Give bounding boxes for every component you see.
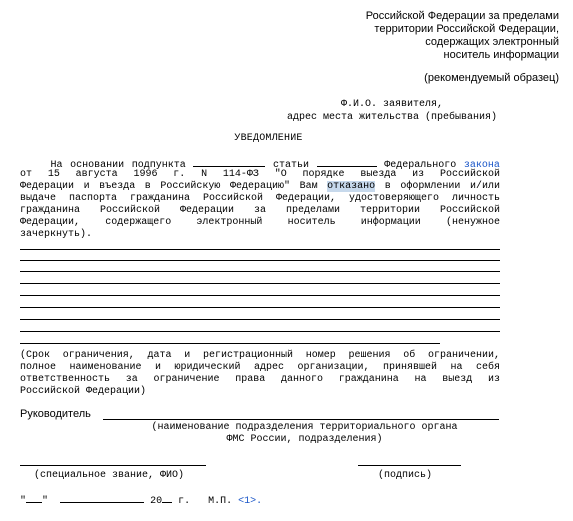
- header-line: территории Российской Федерации,: [374, 23, 559, 35]
- date-row: [20, 493, 262, 507]
- body-text: в оформлении и/или: [384, 181, 500, 192]
- footnote-link[interactable]: <1>.: [238, 496, 263, 507]
- fill-in-line[interactable]: [20, 331, 500, 332]
- quote-open: ": [20, 496, 27, 507]
- body-line: от 15 августа 1996 г. N 114-ФЗ "О порядке выезда из Российской: [20, 169, 500, 180]
- document-title-text: УВЕДОМЛЕНИЕ: [234, 133, 303, 144]
- fill-in-line[interactable]: [20, 283, 500, 284]
- rank-name-caption: (специальное звание, ФИО): [34, 470, 185, 481]
- signature-caption: (подпись): [378, 470, 433, 481]
- body-line: [20, 181, 500, 193]
- day-blank[interactable]: [26, 493, 42, 503]
- fill-in-line[interactable]: [20, 319, 500, 320]
- applicant-address-label: адрес места жительства (пребывания): [286, 112, 497, 123]
- note-line: Российской Федерации): [20, 386, 147, 397]
- fill-in-line[interactable]: [20, 307, 500, 308]
- year-suffix: г.: [178, 496, 191, 507]
- restriction-note: [20, 350, 500, 398]
- notice-body: [20, 157, 500, 241]
- fill-in-line[interactable]: [20, 260, 500, 261]
- year-blank[interactable]: [162, 493, 172, 503]
- law-link[interactable]: закона: [463, 160, 500, 171]
- note-line: полное наименование и юридический адрес организации, принявшей на себя: [20, 362, 500, 373]
- head-label: Руководитель: [20, 408, 91, 420]
- header-line: носитель информации: [443, 49, 559, 61]
- subdivision-caption-line: (наименование подразделения территориального органа: [151, 422, 458, 433]
- fill-in-line[interactable]: [20, 295, 500, 296]
- applicant-name-label: Ф.И.О. заявителя,: [340, 99, 443, 110]
- subdivision-caption: [0, 422, 573, 446]
- recommended-sample-label: (рекомендуемый образец): [424, 72, 559, 84]
- signature-line[interactable]: [358, 465, 461, 466]
- subparagraph-blank[interactable]: [193, 157, 265, 167]
- month-blank[interactable]: [60, 493, 144, 503]
- fill-in-line[interactable]: [20, 271, 500, 272]
- fill-in-line[interactable]: [20, 249, 500, 250]
- header-line: Российской Федерации за пределами: [365, 10, 559, 22]
- head-subdivision-line[interactable]: [103, 419, 499, 420]
- quote-close: ": [42, 496, 49, 507]
- article-blank[interactable]: [317, 157, 377, 167]
- body-line: [20, 157, 500, 169]
- refused-highlight: отказано: [327, 181, 376, 192]
- body-line: зачеркнуть).: [20, 229, 93, 240]
- header-line: содержащих электронный: [425, 36, 559, 48]
- rank-name-line[interactable]: [20, 465, 206, 466]
- document-title: [0, 133, 573, 144]
- subdivision-caption-line: ФМС России, подразделения): [226, 434, 383, 445]
- note-line: (Срок ограничения, дата и регистрационный номер решения об ограничении,: [20, 350, 500, 361]
- body-text: статьи: [273, 160, 310, 171]
- fill-in-line[interactable]: [20, 343, 440, 344]
- stamp-label: М.П.: [208, 496, 233, 507]
- applicant-block: [287, 98, 497, 124]
- body-text: На основании подпункта: [50, 160, 186, 171]
- header-block: [366, 10, 559, 62]
- note-line: ответственность за ограничение права данного гражданина на выезд из: [20, 374, 500, 385]
- body-line: Федерации, содержащего электронный носитель информации (ненужное: [20, 217, 500, 228]
- body-text: Федерации и въезда в Российскую Федерацию" Вам: [20, 181, 318, 192]
- body-text: Федерального: [384, 160, 457, 171]
- year-prefix: 20: [150, 496, 163, 507]
- body-line: гражданина Российской Федерации за пределами территории Российской: [20, 205, 500, 216]
- body-line: выдаче паспорта гражданина Российской Федерации, удостоверяющего личность: [20, 193, 500, 204]
